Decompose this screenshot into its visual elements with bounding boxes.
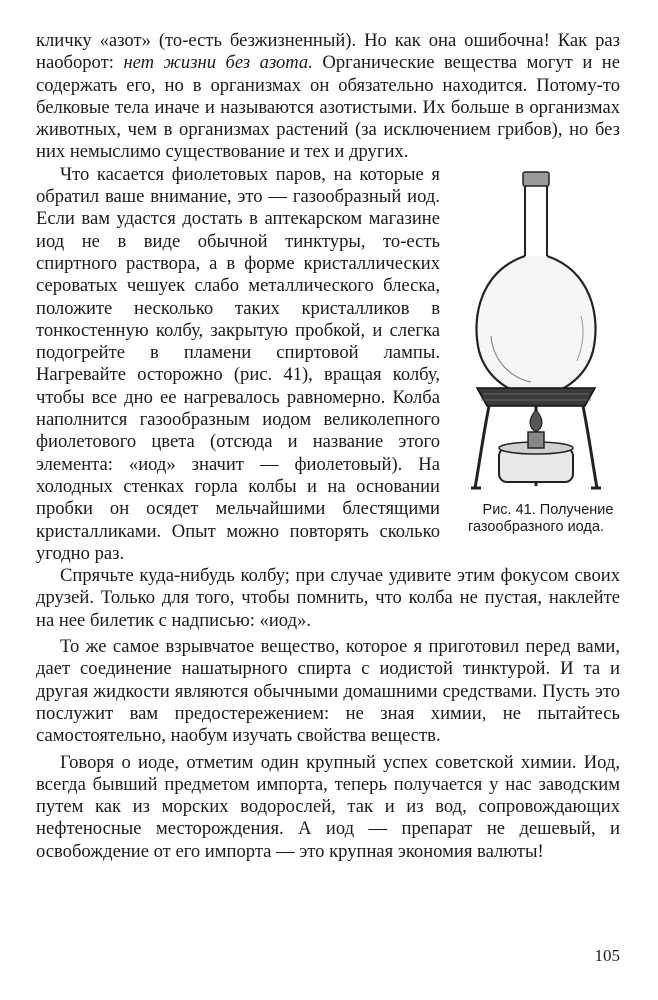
cork-icon: [523, 172, 549, 186]
paragraph-1-before: кличку «азот» (то-есть безжизненный). Но как она ошибочна! Как раз наоборот:: [36, 30, 620, 74]
paragraph-2-text: Что касается фиолетовых паров, на которые я обратил ваше внимание, это — газообразный иод. Если вам удастся достать в аптекарском магазине иод не в виде обычной тинктуры, то-есть спиртного раствора, а в форме кристаллических сероватых чешуек слабо металлического блеска, положите несколько таких кристалликов в тонкостенную колбу, закрытую пробкой, и слегка подогрейте в пламени спиртовой лампы. Нагревайте осторожно (рис. 41), вращая колбу, чтобы все дно ее нагревалось равномерно. Колба наполнится газообразным иодом великолепного фиолетового цвета (отсюда и название этого элемента: «иод» значит — фиолетовый). На холодных стенках горла колбы и на основании пробки он осядет мельчайшими блестящими кристалликами. Опыт можно повторять сколько угодно раз.: [36, 163, 440, 564]
flask-bulb: [476, 256, 595, 396]
flask-illustration: [461, 166, 611, 496]
paragraph-1-emphasis: нет жизни без азота.: [123, 52, 313, 74]
paragraph-4: То же самое взрывчатое вещество, которое я приготовил перед вами, дает соединение нашатырного спирта с иодистой тинктурой. И та и другая жидкости являются обычными домашними средствами. Пусть это послужит вам предостережением: не зная химии, не пытайтесь самостоятельно, наобум изучать свойства веществ.: [36, 636, 620, 747]
page-number: 105: [594, 946, 620, 965]
figure-41: [452, 166, 620, 536]
flame-icon: [530, 410, 542, 432]
paragraph-1-after: Органические вещества могут и не содержать его, но в организмах он обязательно находится. Потому-то белковые тела иначе и называются азотистыми. Их больше в организмах животных, чем в организмах растений (за исключением грибов), но без них немыслимо существование и тех и других.: [36, 52, 621, 163]
paragraph-1: [36, 30, 620, 164]
paragraph-5: Говоря о иоде, отметим один крупный успех советской химии. Иод, всегда бывший предметом импорта, теперь получается у нас заводским путем как из морских водорослей, так и из вод, сопровождающих нефтеносные месторождения. А иод — препарат не дешевый, и освобождение от его импорта — это крупная экономия валюты!: [36, 751, 620, 862]
wire-gauze: [477, 388, 595, 406]
paragraph-2: [36, 164, 620, 565]
flask-neck: [525, 186, 547, 256]
paragraph-3: Спрячьте куда-нибудь колбу; при случае удивите этим фокусом своих друзей. Только для того, чтобы помнить, что колба не пустая, наклейте на нее билетик с надписью: «иод».: [36, 565, 620, 631]
figure-caption: Рис. 41. Получение газообразного иода.: [468, 501, 614, 535]
page-text: [36, 30, 620, 863]
